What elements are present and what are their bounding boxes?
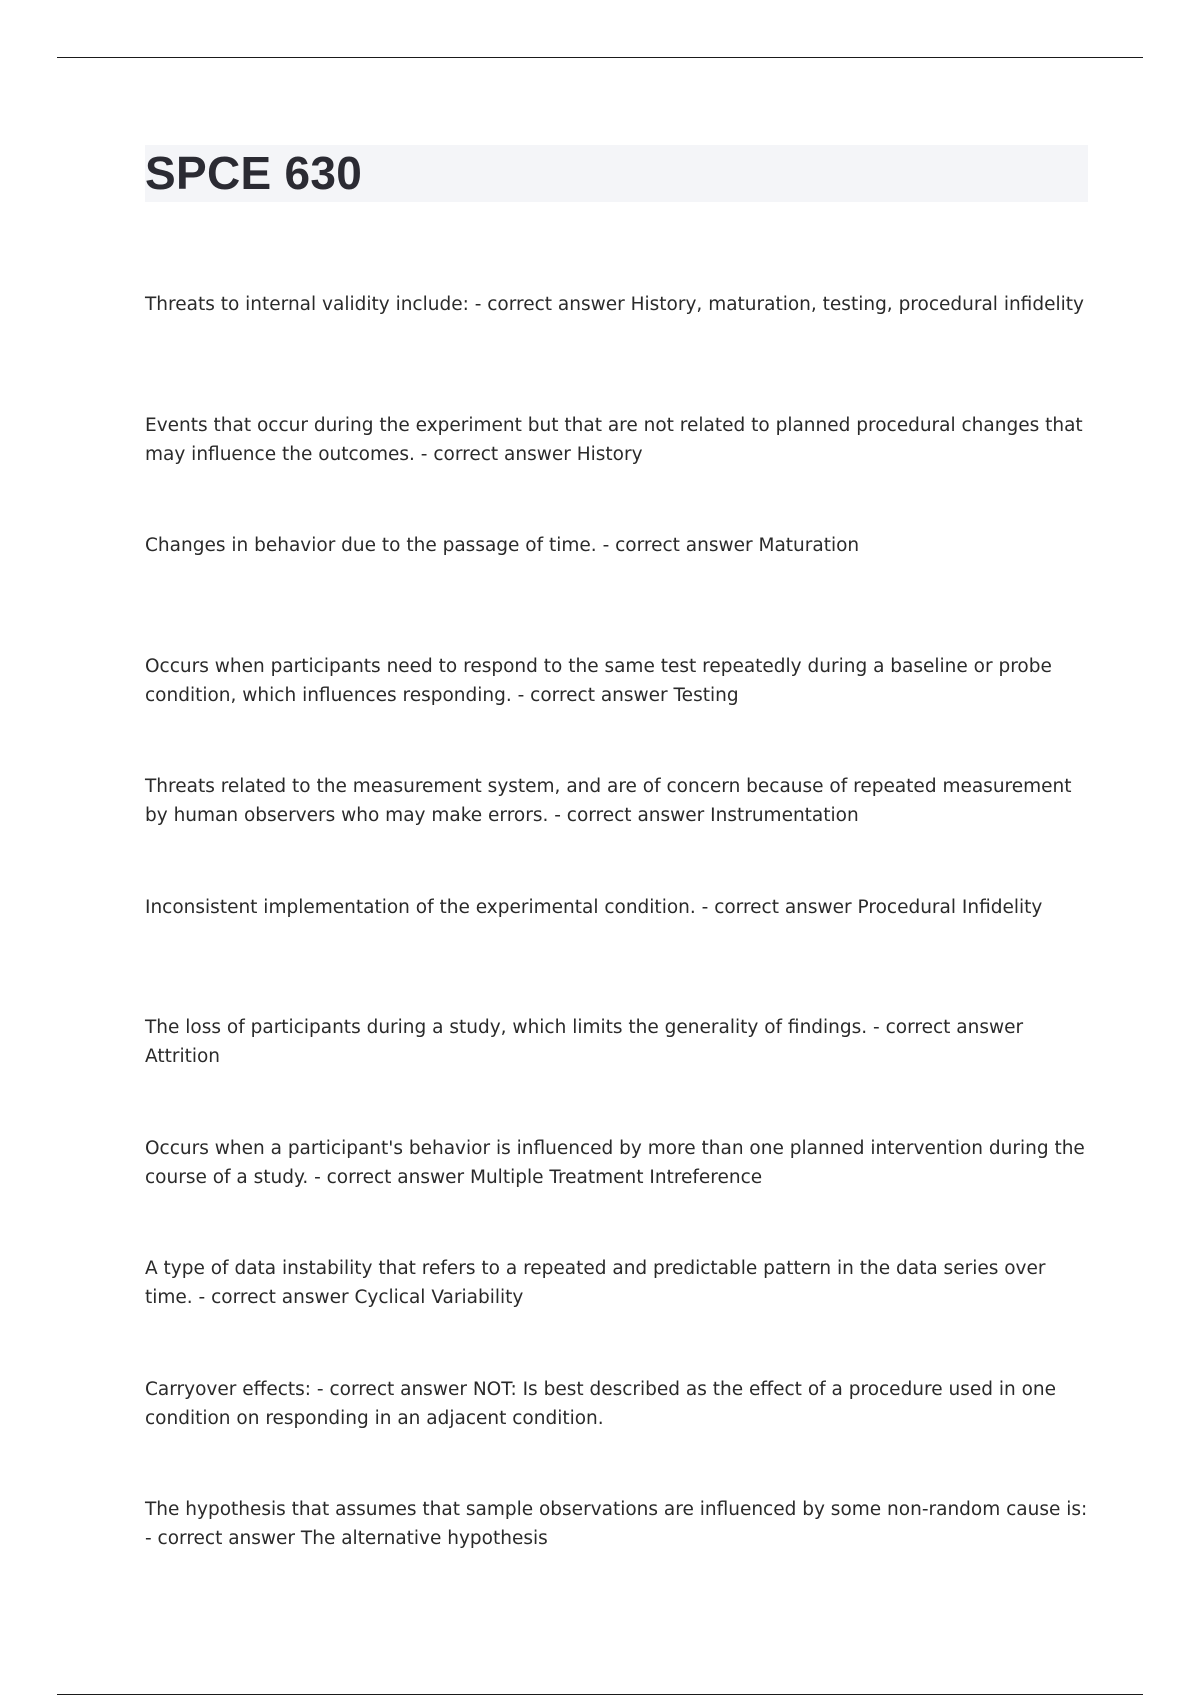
- qa-item: Occurs when a participant's behavior is influenced by more than one planned intervention during the course of a study. - correct answer Multiple Treatment Intreference: [145, 1137, 1085, 1188]
- qa-item: Threats to internal validity include: - correct answer History, maturation, testing, procedural infidelity: [145, 294, 1084, 315]
- top-rule: [57, 57, 1143, 58]
- qa-item: Events that occur during the experiment but that are not related to planned procedural changes that may influence the outcomes. - correct answer History: [145, 414, 1083, 465]
- qa-item: Inconsistent implementation of the experimental condition. - correct answer Procedural Infidelity: [145, 896, 1043, 918]
- bottom-rule: [57, 1694, 1143, 1695]
- qa-list: [145, 290, 1090, 1616]
- qa-item: Changes in behavior due to the passage of time. - correct answer Maturation: [145, 535, 860, 556]
- qa-item: The loss of participants during a study, which limits the generality of findings. - correct answer Attrition: [145, 1017, 1024, 1067]
- qa-item: A type of data instability that refers to a repeated and predictable pattern in the data series over time. - correct answer Cyclical Variability: [145, 1258, 1046, 1308]
- document-title: SPCE 630: [145, 147, 363, 199]
- qa-item: Threats related to the measurement system, and are of concern because of repeated measurement by human observers who may make errors. - correct answer Instrumentation: [145, 776, 1072, 826]
- qa-item: The hypothesis that assumes that sample observations are influenced by some non-random cause is: - correct answer The alternative hypothesis: [145, 1499, 1088, 1549]
- qa-item: Occurs when participants need to respond to the same test repeatedly during a baseline or probe condition, which influences responding. - correct answer Testing: [145, 655, 1052, 706]
- qa-item: Carryover effects: - correct answer NOT: Is best described as the effect of a procedure used in one condition on responding in an adjacent condition.: [145, 1378, 1057, 1429]
